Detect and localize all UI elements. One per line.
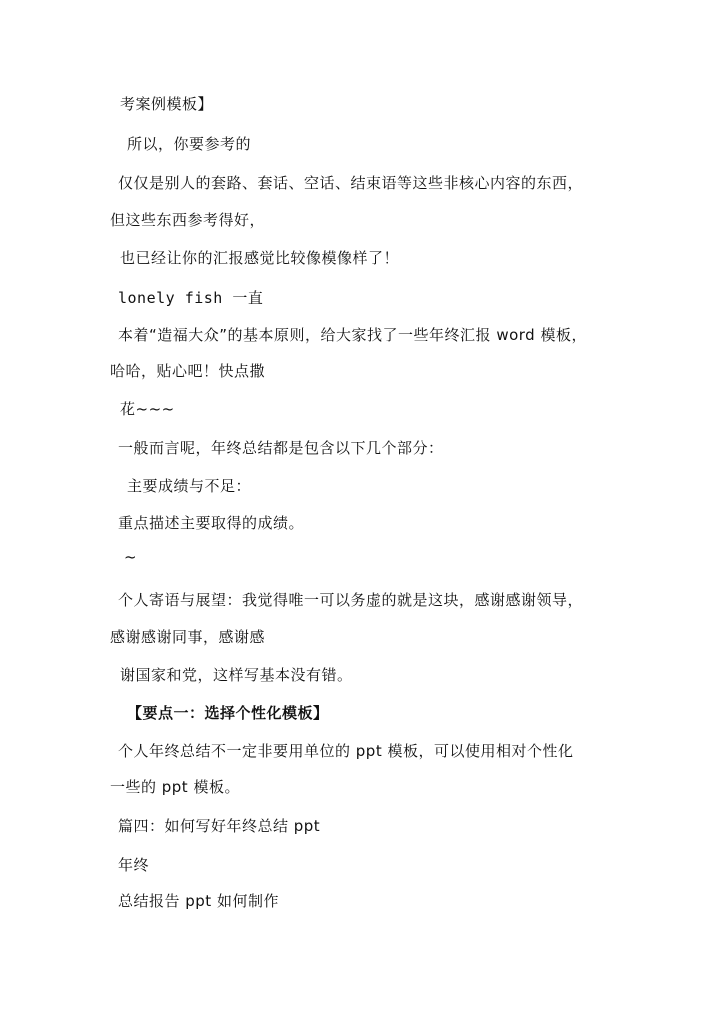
- text-line: 考案例模板】: [120, 95, 214, 113]
- text-line: 一些的 ppt 模板。: [110, 778, 240, 796]
- text-line: 年终: [118, 856, 150, 874]
- text-line: 篇四：如何写好年终总结 ppt: [118, 817, 321, 835]
- text-line: 花~~~: [120, 400, 175, 418]
- text-line: 一般而言呢，年终总结都是包含以下几个部分：: [118, 439, 444, 457]
- text-line: 个人年终总结不一定非要用单位的 ppt 模板，可以使用相对个性化: [118, 742, 574, 760]
- text-line: 感谢感谢同事，感谢感: [110, 628, 266, 646]
- text-line: 总结报告 ppt 如何制作: [118, 892, 279, 910]
- text-line: 重点描述主要取得的成绩。: [118, 514, 305, 532]
- text-line: 本着“造福大众”的基本原则，给大家找了一些年终汇报 word 模板，: [118, 326, 587, 344]
- section-heading: 【要点一：选择个性化模板】: [127, 704, 329, 722]
- text-line: lonely fish 一直: [118, 289, 264, 307]
- text-line: 所以，你要参考的: [127, 135, 252, 153]
- text-line: 谢国家和党，这样写基本没有错。: [120, 666, 353, 684]
- text-line: 仅仅是别人的套路、套话、空话、结束语等这些非核心内容的东西，: [118, 174, 584, 192]
- text-line: 哈哈，贴心吧！快点撒: [110, 362, 266, 380]
- text-line: 个人寄语与展望：我觉得唯一可以务虚的就是这块，感谢感谢领导，: [118, 591, 584, 609]
- text-line: ~: [124, 548, 138, 566]
- text-line: 但这些东西参考得好，: [110, 211, 266, 229]
- text-line: 主要成绩与不足：: [127, 477, 252, 495]
- text-line: 也已经让你的汇报感觉比较像模像样了！: [120, 249, 400, 267]
